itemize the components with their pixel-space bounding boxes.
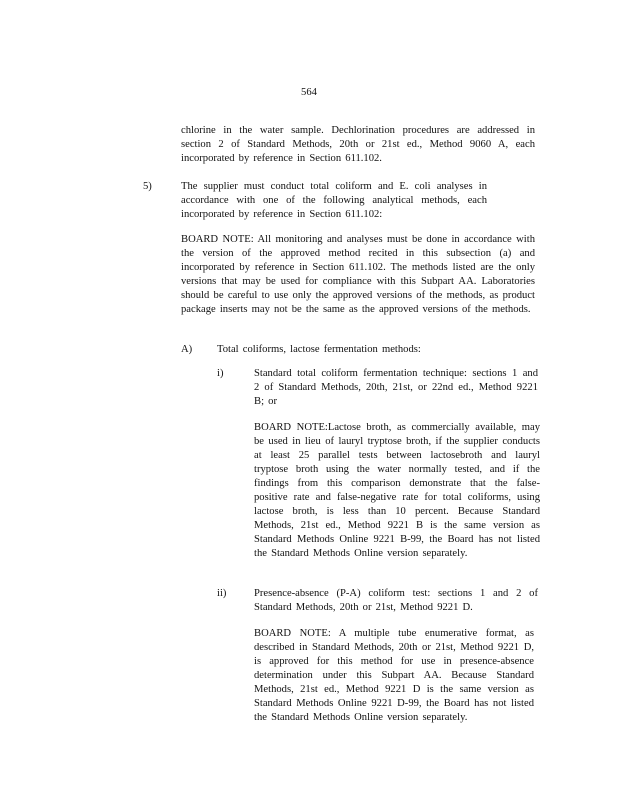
item-i-text: Standard total coliform fermentation technique: sections 1 and 2 of Standard Methods, 20th, 21st, or 22nd ed., Method 9221 B; or <box>254 368 538 407</box>
item-a-text-block <box>217 343 457 357</box>
item-a-text: Total coliforms, lactose fermentation methods: <box>217 344 421 355</box>
item-ii-board-note <box>254 627 534 725</box>
item-5-label: 5) <box>143 181 152 192</box>
page-number: 564 <box>301 87 317 98</box>
item-i-label: i) <box>217 368 224 379</box>
item-ii-text: Presence-absence (P-A) coliform test: sections 1 and 2 of Standard Methods, 20th or 21st, Method 9221 D. <box>254 588 538 613</box>
item-ii-label: ii) <box>217 588 227 599</box>
item-ii-text-block <box>254 587 538 615</box>
item-i-board-note <box>254 421 540 561</box>
item-5-text: The supplier must conduct total coliform and E. coli analyses in accordance with one of the following analytical methods, each incorporated by reference in Section 611.102: <box>181 181 487 220</box>
item-5-note-text: BOARD NOTE: All monitoring and analyses must be done in accordance with the version of the approved method recited in this subsection (a) and incorporated by reference in Section 611.102. The methods listed are the only versions that may be used for compliance with this Subpart AA. Laboratories should be careful to use only the approved versions of the methods, as product package inserts may not be the same as the approved versions of the methods. <box>181 234 535 315</box>
intro-text: chlorine in the water sample. Dechlorination procedures are addressed in section 2 of Standard Methods, 20th or 21st ed., Method 9060 A, each incorporated by reference in Section 611.102. <box>181 125 535 164</box>
item-i-text-block <box>254 367 538 409</box>
item-i-note-text: BOARD NOTE:Lactose broth, as commercially available, may be used in lieu of lauryl tryptose broth, if the supplier conducts at least 25 parallel tests between lactosebroth and lauryl tryptose broth using the water normally tested, and if the findings from this comparison demonstrate that the false-positive rate and false-negative rate for total coliforms, using lactose broth, is less than 10 percent. Because Standard Methods, 21st ed., Method 9221 B is the same version as Standard Methods Online 9221 B-99, the Board has not listed the Standard Methods Online version separately. <box>254 422 540 559</box>
item-5-text-block <box>181 180 487 222</box>
item-ii-note-text: BOARD NOTE: A multiple tube enumerative format, as described in Standard Methods, 20th or 21st, Method 9221 D, is approved for this method for use in presence-absence determination under this Subpart AA. Because Standard Methods, 21st ed., Method 9221 D is the same version as Standard Methods Online 9221 D-99, the Board has not listed the Standard Methods Online version separately. <box>254 628 534 723</box>
item-5-board-note <box>181 233 535 317</box>
item-a-label: A) <box>181 344 193 355</box>
intro-paragraph <box>181 124 535 166</box>
